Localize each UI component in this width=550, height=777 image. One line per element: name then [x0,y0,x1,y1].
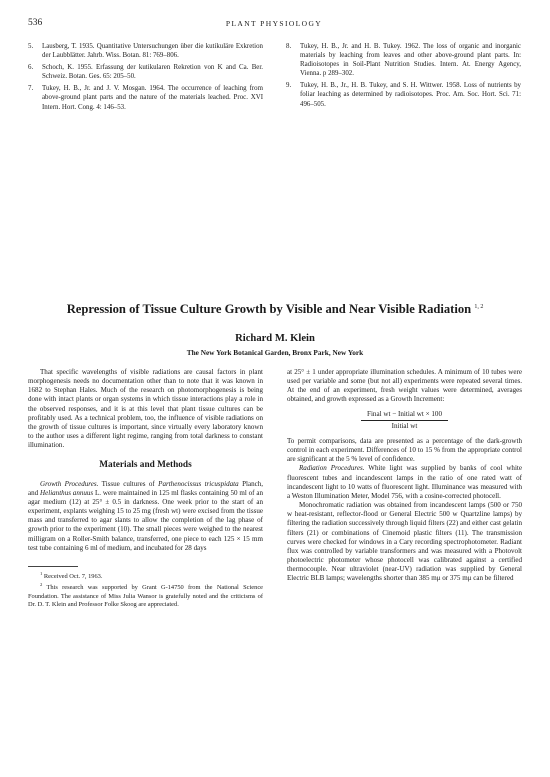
reference-number: 7. [28,85,34,93]
article-title-text: Repression of Tissue Culture Growth by Visible and Near Visible Radiation [66,302,472,316]
monochromatic-paragraph: Monochromatic radiation was obtained from incandescent lamps (500 or 750 w heat-resistant, reflector-flood or General Electric 500 w Quartzline lamps) by filtering the radiation successively through liquid filters (22) and either cast gelatin filters (21) or combinations of Cinemoid plastic filters (11). The transmission curves were checked for windows in a Cary recording spectrophotometer. Radiant flux was controlled by variable transformers and was measured with a Photovolt photoelectric photometer whose photocell was calibrated against a certified thermocouple. Near ultraviolet (near-UV) radiation was supplied by General Electric BLB lamps; wavelengths shorter than 385 mμ or 375 mμ can be filtered [287,501,522,583]
equation-numerator: Final wt − Initial wt × 100 [361,410,448,421]
reference-item [28,63,263,81]
author-affiliation: The New York Botanical Garden, Bronx Park, New York [186,348,364,357]
reference-number: 6. [28,64,34,72]
reference-number: 8. [286,43,292,50]
article-title [40,300,510,317]
reference-text: Schoch, K. 1955. Erfassung der kutikularen Rekretion von K and Ca. Ber. Schweiz. Botan. Ges. 65: 205–50. [42,64,263,81]
reference-number: 5. [28,43,34,50]
title-footnote-marks: 1, 2 [474,304,484,310]
intro-paragraph: That specific wavelengths of visible radiations are causal factors in plant morphogenesis needs no documentation other than to note that it was known in 1682 to Stephan Hales. Much of the research on photomorphogenesis is being done with intact plants or organ systems in which tissue interactions play a role in the observed responses, and it is at this level that plant tissue cultures can be profitably used. As a technical problem, too, the influence of visible radiations on the growth of tissue cultures is important, since virtually every laboratory known to the author uses a different light regime, ranging from total darkness to constant illumination. [28,368,263,450]
paragraph-text: Planch, and [28,479,264,497]
comparison-paragraph: To permit comparisons, data are presented as a percentage of the dark-growth control in each experiment. Differences of 10 to 15 % from the appropriate control are significant at the 5 % level of confidence. [287,436,522,464]
body-column-left [28,368,263,609]
paragraph-continued: at 25° ± 1 under appropriate illumination schedules. A minimum of 10 tubes were used per variable and some (but not all) experiments were repeated several times. At the end of an experiment, fresh weight values were determined, averages obtained, and growth expressed as a Growth Increment: [287,368,522,404]
footnote-2: $^2$ This research was supported by Grant G-14750 from the National Science Foundation. The assistance of Miss Julia Wansor is gratefully noted and the criticisms of Dr. D. T. Klein and Professor Folke Skoog are appreciated. [28,582,263,608]
section-heading: Materials and Methods [99,460,192,471]
paragraph-text: White light was supplied by banks of cool white fluorescent tubes and incandescent lamps in the ratio of one rated watt of incandescent light to 10 watts of fluorescent light. Illuminance was measured with a Weston Illumination Meter, Model 756, with a cosine-corrected photocell. [287,464,523,500]
species-name: Parthenocissus tricuspidata [158,479,239,488]
reference-column-right [286,42,521,112]
equation-denominator: Initial wt [391,421,418,430]
reference-item [28,42,263,60]
radiation-procedures-label: Radiation Procedures. [299,464,365,473]
radiation-procedures-paragraph [287,464,522,501]
reference-number: 9. [286,82,292,90]
growth-procedures-paragraph [28,480,263,553]
footnote-text: Received Oct. 7, 1963. [43,572,103,580]
reference-item [28,84,263,111]
growth-increment-equation [287,410,522,431]
reference-column-left [28,42,263,115]
author-name: Richard M. Klein [235,333,315,344]
body-column-right [287,368,522,583]
reference-text: Tukey, H. B., Jr. and J. V. Mosgan. 1964. The occurrence of leaching from above-ground plant parts and the nature of the materials leached. Proc. XVI Intern. Hort. Cong. 4: 146–53. [42,85,263,111]
paragraph-text: L. were maintained in 125 ml flasks containing 50 ml of an agar medium (12) at 25° ± 0.5 in darkness. One week prior to the start of an experiment, explants weighing 15 to 25 mg (fresh wt) were excised from the tissue mass and transferred to agar slants to allow the completion of the lag phase of growth prior to the experiment (10). The small pieces were weighed to the nearest milligram on a Roller-Smith balance, transferred, one piece to each 125 × 15 mm test tube containing 6 ml of medium, and incubated for 28 days [28,488,263,552]
footnote-divider [28,566,78,567]
paragraph-text: Tissue cultures of [101,479,155,488]
species-name: Helianthus annuus [40,488,94,497]
footnote-1: $^1$ Received Oct. 7, 1963. [40,570,103,580]
reference-item [286,42,521,78]
reference-item [286,81,521,108]
growth-procedures-label: Growth Procedures. [40,479,99,488]
journal-title: PLANT PHYSIOLOGY [225,19,323,28]
reference-text: Tukey, H. B., Jr., H. B. Tukey, and S. H. Wittwer. 1958. Loss of nutrients by foliar leaching as determined by radioisotopes. Proc. Am. Soc. Hort. Sci. 71: 496–505. [300,82,521,108]
running-header [28,18,520,30]
reference-text: Tukey, H. B., Jr. and H. B. Tukey. 1962. The loss of organic and inorganic materials by leaching from leaves and other above-ground plant parts. In: Radioisotopes in Soil-Plant Nutrition Studies. Intern. At. Energy Agency, Vienna. p 289–302. [300,43,521,78]
reference-text: Lausberg, T. 1935. Quantitative Untersuchungen über die kutikuläre Exkretion der Laubblätter. Jahrb. Wiss. Botan. 81: 769–806. [42,43,263,60]
page-number: 536 [28,18,43,28]
footnote-text: This research was supported by Grant G-14750 from the National Science Foundation. The assistance of Miss Julia Wansor is gratefully noted and the criticisms of Dr. D. T. Klein and Professor Folke Skoog are appreciated. [28,584,263,608]
